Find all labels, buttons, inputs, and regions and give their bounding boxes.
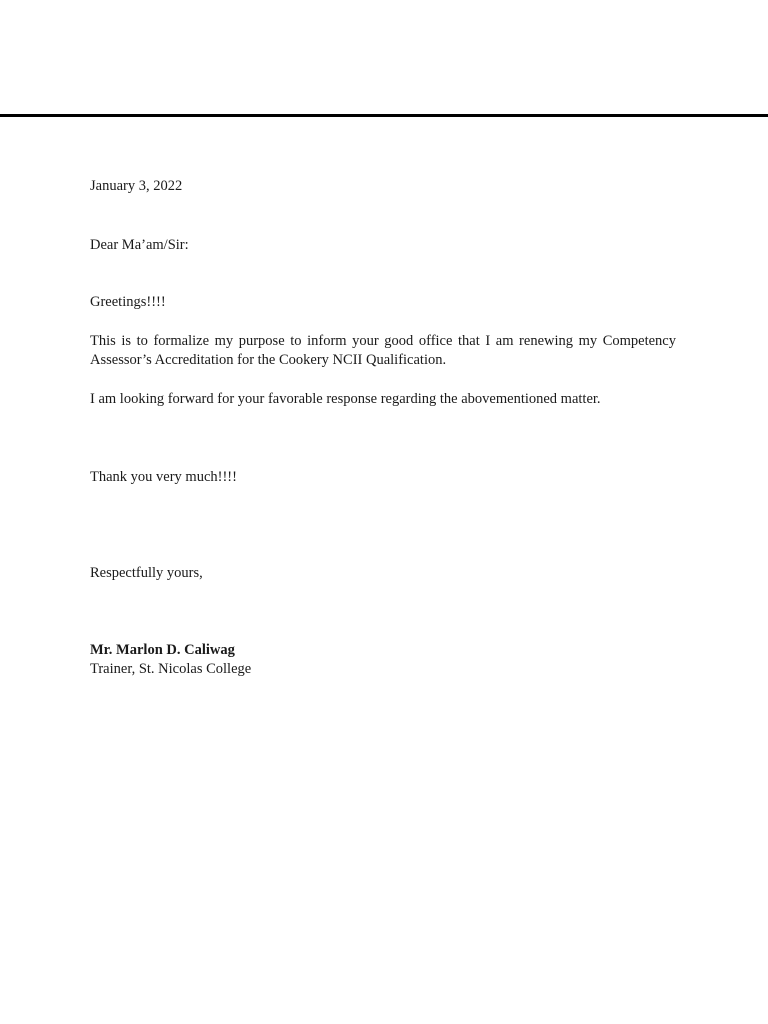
letter-paragraph-2: I am looking forward for your favorable response regarding the abovementioned matter. xyxy=(90,391,601,407)
letter-date: January 3, 2022 xyxy=(90,178,183,194)
letter-closing: Respectfully yours, xyxy=(90,565,203,581)
letter-salutation: Dear Ma’am/Sir: xyxy=(90,237,189,253)
signatory-name: Mr. Marlon D. Caliwag xyxy=(90,642,235,658)
letter-thanks: Thank you very much!!!! xyxy=(90,469,237,485)
letter-paragraph-1: This is to formalize my purpose to inform your good office that I am renewing my Competency Assessor’s Accreditation for the Cookery NCII Qualification. xyxy=(90,333,676,368)
letter-greeting: Greetings!!!! xyxy=(90,294,166,310)
signatory-title: Trainer, St. Nicolas College xyxy=(90,661,252,677)
header-divider-line xyxy=(0,114,768,117)
